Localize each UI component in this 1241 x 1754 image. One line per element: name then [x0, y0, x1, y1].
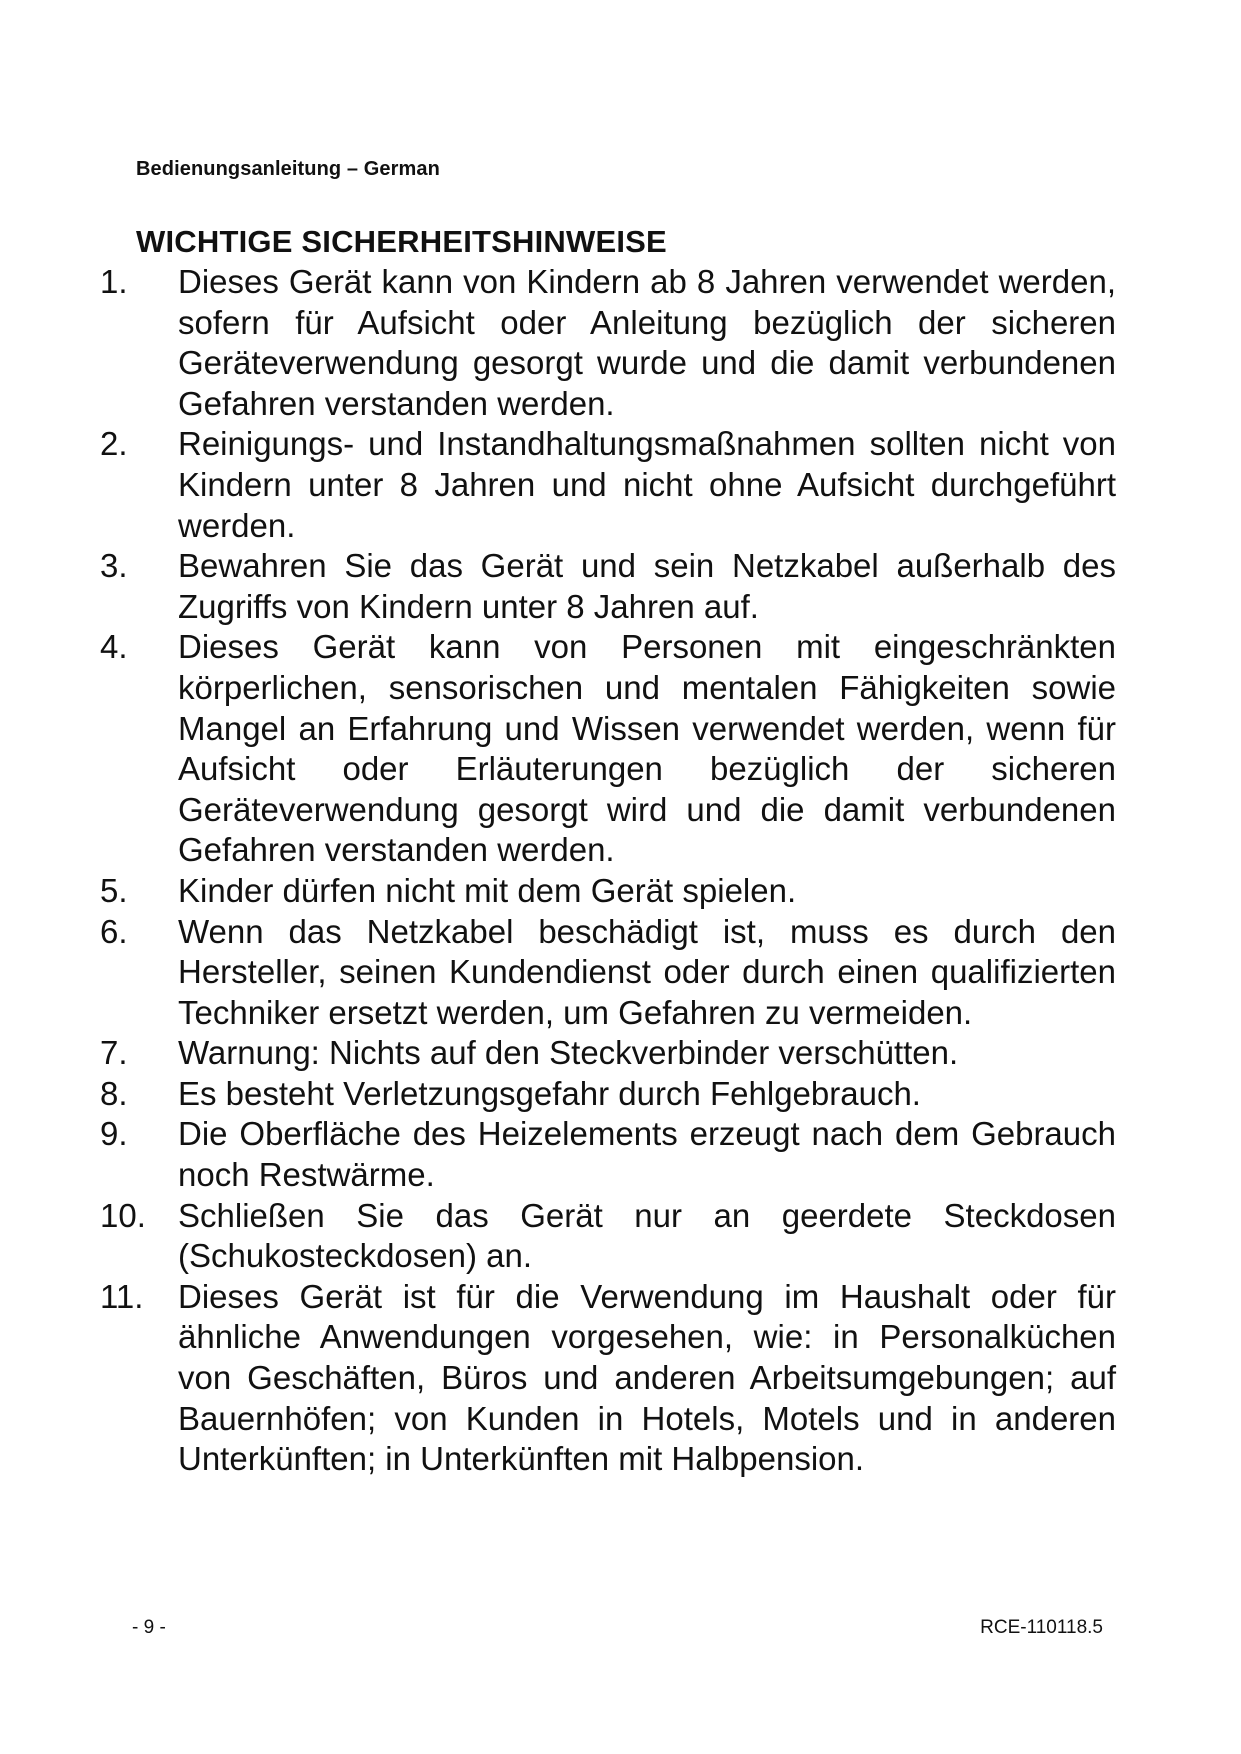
- instruction-number: 3.: [100, 547, 128, 585]
- instruction-text: Es besteht Verletzungsgefahr durch Fehlgebrauch.: [178, 1074, 921, 1112]
- instruction-item: [100, 424, 1116, 546]
- instruction-item: [100, 1196, 1116, 1277]
- instruction-number: 4.: [100, 628, 128, 666]
- instruction-number: 11.: [100, 1277, 144, 1315]
- instruction-item: [100, 912, 1116, 1034]
- page-number: - 9 -: [132, 1617, 166, 1638]
- instruction-text: Bewahren Sie das Gerät und sein Netzkabel außerhalb des Zugriffs von Kindern unter 8 Jahren auf.: [178, 547, 1116, 625]
- instruction-item: [100, 262, 1116, 424]
- instruction-item: [100, 1033, 1116, 1074]
- instruction-text: Dieses Gerät kann von Kindern ab 8 Jahren verwendet werden, sofern für Aufsicht oder Anleitung bezüglich der sicheren Geräteverwendung gesorgt wurde und die damit verbundenen Gefahren verstanden werden.: [178, 263, 1116, 422]
- instruction-item: [100, 871, 1116, 912]
- instruction-number: 1.: [100, 263, 128, 300]
- instruction-item: [100, 1074, 1116, 1115]
- instruction-number: 8.: [100, 1074, 128, 1112]
- section-title: WICHTIGE SICHERHEITSHINWEISE: [136, 224, 667, 259]
- instruction-text: Wenn das Netzkabel beschädigt ist, muss es durch den Hersteller, seinen Kundendienst oder durch einen qualifizierten Techniker ersetzt werden, um Gefahren zu vermeiden.: [178, 912, 1116, 1031]
- instruction-number: 10.: [100, 1196, 146, 1234]
- instruction-text: Dieses Gerät ist für die Verwendung im Haushalt oder für ähnliche Anwendungen vorgesehen, wie: in Personalküchen von Geschäften, Büros und anderen Arbeitsumgebungen; auf Bauernhöfen; von Kunden in Hotels, Motels und in anderen Unterkünften; in Unterkünften mit Halbpension.: [178, 1277, 1116, 1478]
- instruction-item: [100, 627, 1116, 871]
- instruction-text: Dieses Gerät kann von Personen mit eingeschränkten körperlichen, sensorischen und mentalen Fähigkeiten sowie Mangel an Erfahrung und Wissen verwendet werden, wenn für Aufsicht oder Erläuterungen bezüglich der sicheren Geräteverwendung gesorgt wird und die damit verbundenen Gefahren verstanden werden.: [178, 628, 1116, 869]
- instruction-text: Kinder dürfen nicht mit dem Gerät spielen.: [178, 871, 797, 909]
- instruction-number: 7.: [100, 1034, 128, 1072]
- document-code: RCE-110118.5: [980, 1617, 1103, 1638]
- instruction-text: Reinigungs- und Instandhaltungsmaßnahmen sollten nicht von Kindern unter 8 Jahren und nicht ohne Aufsicht durchgeführt werden.: [178, 425, 1116, 544]
- document-header: Bedienungsanleitung – German: [136, 158, 440, 180]
- instruction-number: 9.: [100, 1115, 128, 1153]
- instruction-item: [100, 546, 1116, 627]
- instruction-number: 6.: [100, 912, 128, 950]
- instruction-text: Warnung: Nichts auf den Steckverbinder verschütten.: [178, 1034, 959, 1072]
- instruction-item: [100, 1277, 1116, 1480]
- instruction-number: 2.: [100, 425, 128, 463]
- instruction-item: [100, 1114, 1116, 1195]
- instruction-text: Schließen Sie das Gerät nur an geerdete Steckdosen (Schukosteckdosen) an.: [178, 1196, 1116, 1275]
- safety-instructions-list: [100, 262, 1116, 1480]
- instruction-number: 5.: [100, 871, 128, 909]
- instruction-text: Die Oberfläche des Heizelements erzeugt nach dem Gebrauch noch Restwärme.: [178, 1115, 1116, 1194]
